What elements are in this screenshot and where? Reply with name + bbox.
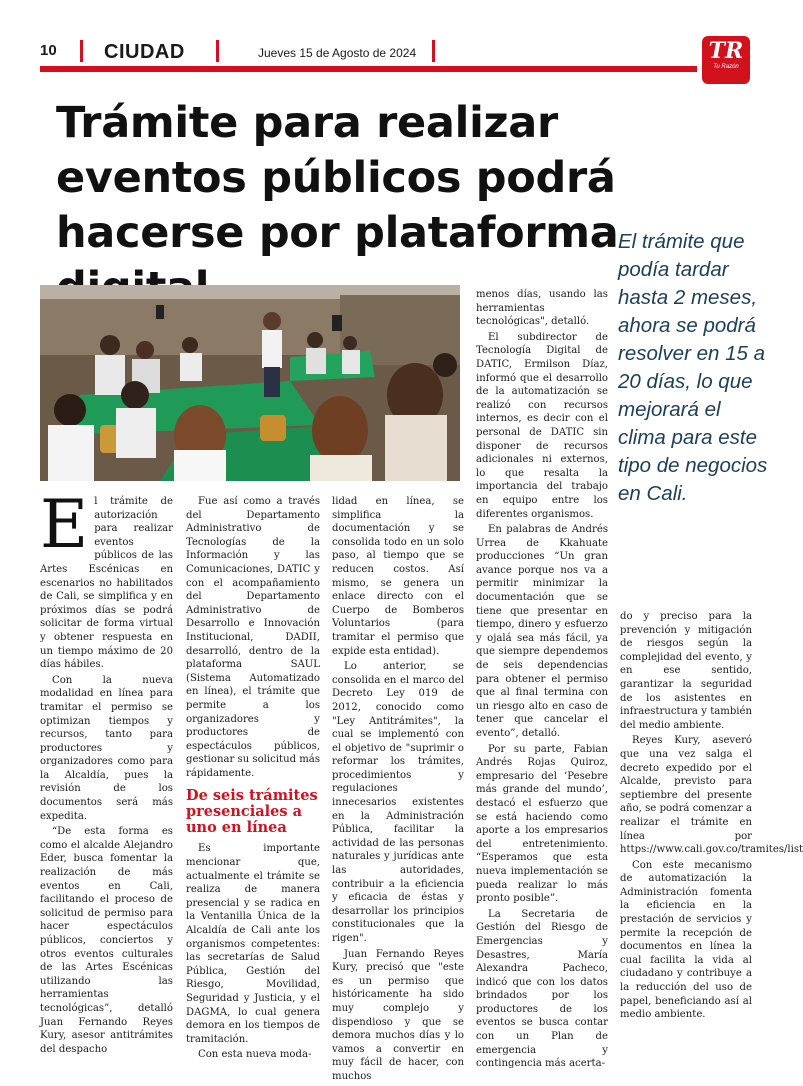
body-paragraph: Por su parte, Fabian Andrés Rojas Quiroz, empresario del ‘Pesebre más grande del mundo’, destacó el esfuerzo que se está haciendo como aporte a los empresarios del entretenimiento. “Esperamos que esta nueva implementación se pueda realizar lo más pronto posible”.	[476, 743, 608, 905]
article-column-2	[186, 495, 320, 1064]
issue-date: Jueves 15 de Agosto de 2024	[258, 46, 417, 60]
body-paragraph: Juan Fernando Reyes Kury, precisó que "este es un permiso que históricamente ha sido muy complejo y dispendioso y que se demora muchos días y lo vamos a convertir en muy fácil de hacer, con muchos	[332, 948, 464, 1082]
body-paragraph: Es importante mencionar que, actualmente el trámite se realiza de manera presencial y se radica en la Ventanilla Única de la Alcaldía de Cali ante los organismos competentes: las secretarías de Salud Pública, Gestión del Riesgo, Movilidad, Seguridad y Justicia, y el DAGMA, lo cual genera demora en los tiempos de tramitación.	[186, 843, 320, 1045]
conference-photo	[40, 285, 460, 481]
article-column-5	[620, 610, 803, 1024]
lead-text: l trámite de autorización para realizar eventos públicos de las Artes Escénicas en escenarios no habilitados de Cali, se simplifica y en próximos días se podrá solicitar de forma virtual y obtener respuesta en un tiempo máximo de 20 días hábiles.	[40, 496, 173, 671]
page-header	[0, 0, 791, 80]
body-paragraph: En palabras de Andrés Urrea de Kkahuate producciones “Un gran avance porque nos va a permitir minimizar la documentación que se tiene que presentar en tiempo, dinero y esfuerzo y ojalá sea más fácil, ya que siempre dependemos de seis dependencias para obtener el permiso que al final termina con un riesgo alto en caso de tener que cancelar el evento”, detalló.	[476, 524, 608, 739]
pull-quote: El trámite que podía tardar hasta 2 meses, ahora se podrá resolver en 15 a 20 días, lo que mejorará el clima para este tipo de negocios en Cali.	[618, 230, 768, 505]
logo-name: Tu Razón	[713, 64, 739, 70]
page-number: 10	[40, 42, 57, 59]
body-paragraph: menos días, usando las herramientas tecnológicas", detalló.	[476, 289, 608, 328]
body-paragraph: Con la nueva modalidad en línea para tramitar el permiso se optimizan tiempos y recursos, tanto para productores y organizadores como para la Alcaldía, pues la revisión de los documentos será más expedita.	[40, 674, 173, 822]
body-paragraph: “De esta forma es como el alcalde Alejandro Eder, busca fomentar la realización de más eventos en Cali, facilitando el proceso de solicitud de permiso para hacer espectáculos públicos, conciertos y otros eventos culturales de las Artes Escénicas utilizando las herramientas tecnológicas”, detalló Juan Fernando Reyes Kury, asesor antitrámites del despacho	[40, 826, 173, 1055]
section-title: CIUDAD	[104, 41, 185, 63]
header-rule	[40, 66, 697, 72]
body-paragraph: Con este mecanismo de automatización la Administración fomenta la eficiencia en la prestación de servicios y permite la recepción de documentos en línea la cual facilita la vida al ciudadano y contribuye a la reducción del uso de papel, beneficiando así al medio ambiente.	[620, 859, 752, 1021]
drop-cap: E	[40, 486, 89, 563]
body-paragraph: Lo anterior, se consolida en el marco del Decreto Ley 019 de 2012, conocido como "Ley Antitrámites", la cual se implementó con el objetivo de "suprimir o reformar los trámites, procedimientos y regulaciones innecesarios existentes en la Administración Pública, facilitar la actividad de las personas naturales y jurídicas ante las autoridades, contribuir a la eficiencia y eficacia de éstas y desarrollar los principios constitucionales que la rigen".	[332, 661, 464, 944]
body-paragraph: Con esta nueva moda-	[198, 1049, 312, 1061]
header-divider	[80, 40, 83, 62]
body-paragraph: La Secretaria de Gestión del Riesgo de Emergencias y Desastres, María Alexandra Pacheco, indicó que con los datos brindados por los productores de los eventos se busca contar con un Plan de emergencia y contingencia más acerta-	[476, 908, 608, 1070]
article-column-1	[40, 486, 173, 1058]
logo-initials: TR	[708, 38, 744, 64]
article-subheading: De seis trámites presenciales a uno en línea	[186, 787, 318, 837]
header-divider	[216, 40, 219, 62]
lead-paragraph	[40, 486, 173, 672]
header-divider	[432, 40, 435, 62]
newspaper-logo	[702, 36, 750, 84]
article-column-3	[332, 495, 464, 1086]
article-headline: Trámite para realizar eventos públicos podrá hacerse por plataforma	[56, 98, 619, 258]
body-paragraph: El subdirector de Tecnología Digital de DATIC, Ermilson Díaz, informó que el desarrollo de la automatización se realizó con recursos internos, es decir con el personal de DATIC sin disponer de recursos adicionales ni externos, lo que resalta la importancia del trabajo en equipo entre los diferentes organismos.	[476, 331, 608, 520]
body-paragraph: lidad en línea, se simplifica la documentación y se consolida todo en un solo paso, al tiempo que se reducen costos. Así mismo, se genera un enlace directo con el Cuerpo de Bomberos Voluntarios (para tramitar el permiso que expide esta entidad).	[332, 496, 464, 657]
body-paragraph: do y preciso para la prevención y mitigación de riesgos según la complejidad del evento, y en ese sentido, garantizar la seguridad de los asistentes en infraestructura y también del medio ambiente.	[620, 611, 752, 731]
article-column-4	[476, 288, 608, 1073]
body-paragraph: Fue así como a través del Departamento Administrativo de Tecnologías de la Información y las Comunicaciones, DATIC y con el acompañamiento del Departamento Administrativo de Desarrollo e Innovación Institucional, DADII, desarrolló, dentro de la plataforma SAUL (Sistema Automatizado en línea), el trámite que permite a los organizadores y productores de espectáculos públicos, gestionar su solicitud más rápidamente.	[186, 496, 321, 779]
body-paragraph: Reyes Kury, aseveró que una vez salga el decreto expedido por el Alcalde, previsto para septiembre del presente año, se podrá comenzar a realizar el trámite en línea por https://www.cali.gov.co/tramites/list	[620, 735, 803, 856]
